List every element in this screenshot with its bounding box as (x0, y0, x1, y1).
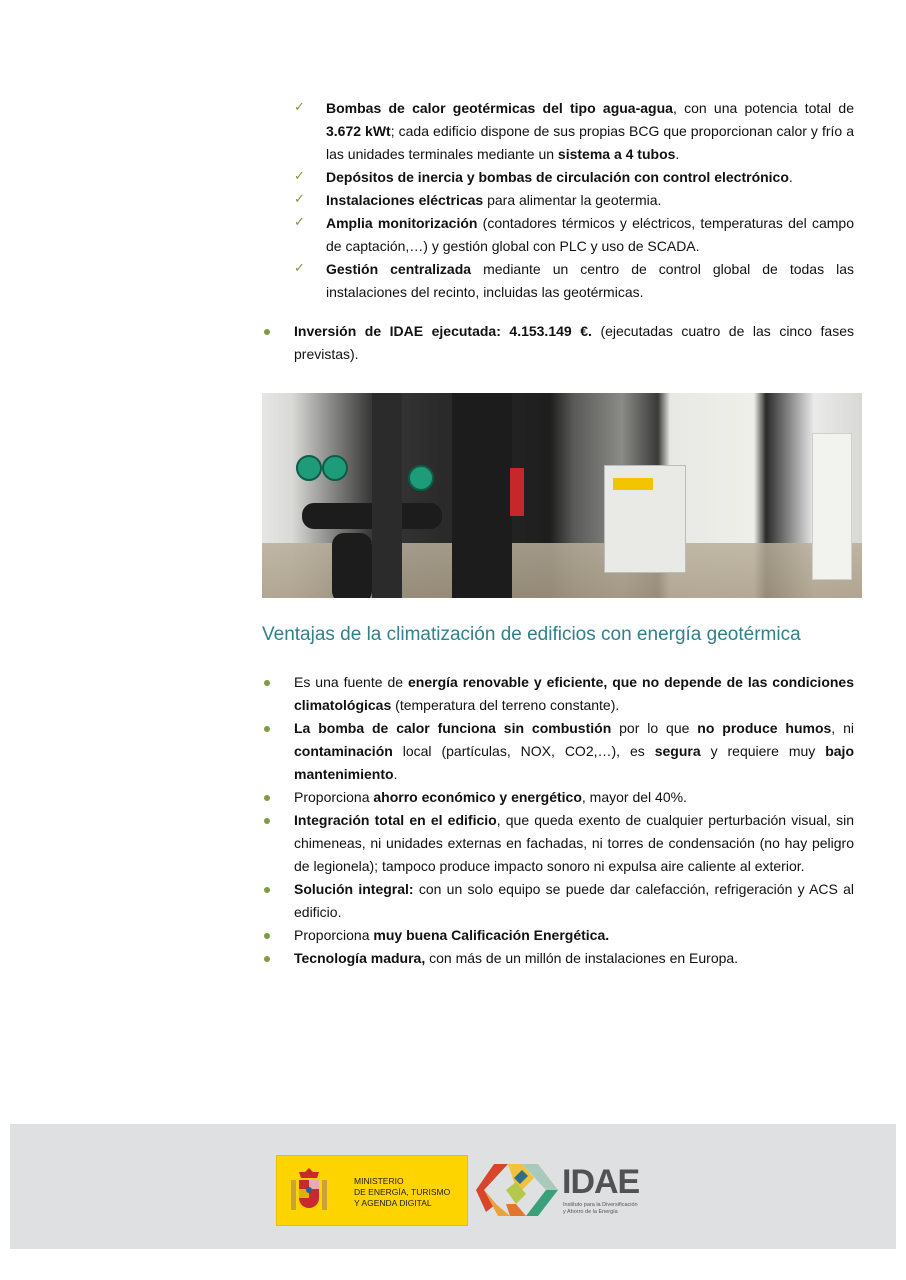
bullet-icon (264, 795, 270, 801)
check-item: ✓ Instalaciones eléctricas para alimentar la geotermia. (294, 189, 854, 212)
advantage-item: Tecnología madura, con más de un millón de instalaciones en Europa. (262, 947, 854, 970)
advantage-item: La bomba de calor funciona sin combustión por lo que no produce humos, ni contaminación local (partículas, NOX, CO2,…), es segura y requiere muy bajo mantenimiento. (262, 717, 854, 786)
bullet-icon (264, 818, 270, 824)
photo-pipe (332, 533, 372, 598)
footer-logos (10, 1124, 896, 1249)
idae-wordmark: IDAE (562, 1163, 640, 1201)
check-item: ✓ Depósitos de inercia y bombas de circulación con control electrónico. (294, 166, 854, 189)
advantage-item: Proporciona muy buena Calificación Energética. (262, 924, 854, 947)
advantage-item: Es una fuente de energía renovable y eficiente, que no depende de las condiciones climatológicas (temperatura del terreno constante). (262, 671, 854, 717)
photo-heat-pump-cabinet (604, 465, 686, 573)
checkmark-icon: ✓ (294, 191, 305, 206)
advantage-item: Proporciona ahorro económico y energético, mayor del 40%. (262, 786, 854, 809)
photo-pump (408, 465, 434, 491)
ministry-name: MINISTERIO DE ENERGÍA, TURISMO Y AGENDA DIGITAL (354, 1176, 451, 1208)
machine-room-photo (262, 393, 862, 598)
advantage-item: Integración total en el edificio, que queda exento de cualquier perturbación visual, sin chimeneas, ni unidades externas en fachadas, ni torres de condensación (no hay peligro de legionela); tampoco produce impacto sonoro ni expulsa aire caliente al exterior. (262, 809, 854, 878)
photo-door (812, 433, 852, 580)
photo-pipe (372, 393, 402, 598)
idae-subtitle: Instituto para la Diversificación y Ahorro de la Energía (563, 1202, 638, 1215)
bullet-icon (264, 933, 270, 939)
advantage-item: Solución integral: con un solo equipo se puede dar calefacción, refrigeración y ACS al edificio. (262, 878, 854, 924)
photo-pump (322, 455, 348, 481)
advantages-list (262, 671, 854, 970)
ministry-logo (276, 1155, 468, 1226)
checkmark-icon: ✓ (294, 214, 305, 229)
bullet-icon (264, 726, 270, 732)
bullet-icon (264, 680, 270, 686)
equipment-check-list (294, 97, 854, 304)
bullet-icon (264, 329, 270, 335)
bullet-icon (264, 956, 270, 962)
checkmark-icon: ✓ (294, 168, 305, 183)
bullet-icon (264, 887, 270, 893)
photo-cabinet-label (613, 478, 653, 490)
investment-list (262, 320, 854, 366)
checkmark-icon: ✓ (294, 99, 305, 114)
check-item: ✓ Amplia monitorización (contadores térmicos y eléctricos, temperaturas del campo de captación,…) y gestión global con PLC y uso de SCADA. (294, 214, 854, 254)
photo-red-tank (510, 468, 524, 516)
check-item: ✓ Gestión centralizada mediante un centro de control global de todas las instalaciones del recinto, incluidas las geotérmicas. (294, 260, 854, 300)
idae-knot-logo-icon (476, 1160, 558, 1220)
checkmark-icon: ✓ (294, 260, 305, 275)
photo-pipe (452, 393, 512, 598)
check-item: ✓ Bombas de calor geotérmicas del tipo agua-agua, con una potencia total de 3.672 kWt; cada edificio dispone de sus propias BCG que proporcionan calor y frío a las unidades terminales mediante un sistema a 4 tubos. (294, 99, 854, 162)
spain-coat-of-arms-icon (289, 1166, 329, 1216)
investment-item: Inversión de IDAE ejecutada: 4.153.149 €. (ejecutadas cuatro de las cinco fases previstas). (262, 320, 854, 366)
section-title: Ventajas de la climatización de edificios con energía geotérmica (262, 624, 801, 645)
photo-pump (296, 455, 322, 481)
